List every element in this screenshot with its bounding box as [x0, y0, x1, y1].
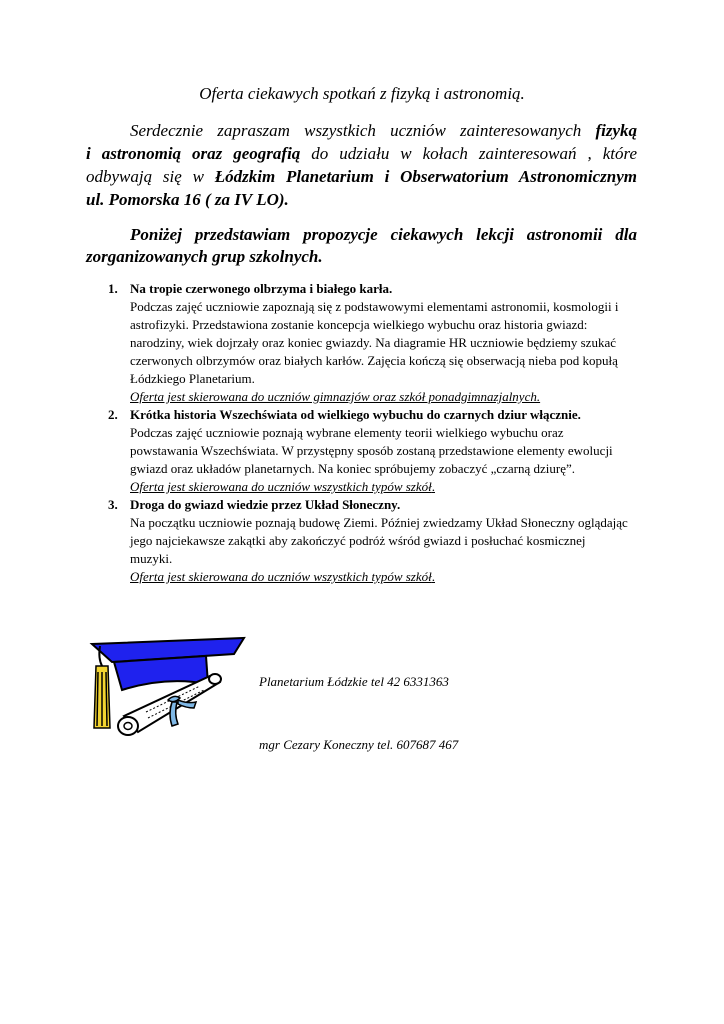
proposal-line-2: zorganizowanych grup szkolnych. [86, 247, 323, 266]
contact-planetarium: Planetarium Łódzkie tel 42 6331363 [259, 674, 449, 689]
item-number: 2. [108, 407, 118, 422]
intro-text: odbywają się w [86, 167, 204, 186]
item-offer: Oferta jest skierowana do uczniów wszystkich typów szkół [130, 569, 432, 584]
item-title: Na tropie czerwonego olbrzyma i białego karła. [130, 281, 393, 296]
item-offer: Oferta jest skierowana do uczniów gimnazjów oraz szkół ponadgimnazjalnych. [130, 389, 541, 404]
proposal-line-1: Poniżej przedstawiam propozycje ciekawych lekcji astronomii dla [130, 225, 637, 244]
intro-line-3 [86, 166, 637, 188]
item-description: Na początku uczniowie poznają budowę Ziemi. Później zwiedzamy Układ Słoneczny oglądając jego najciekawsze zakątki aby zakończyć podróż wśród gwiazd i posłuchać kosmicznej muzyki. [130, 515, 628, 566]
item-number: 1. [108, 281, 118, 296]
item-offer-suffix: . [431, 569, 435, 584]
graduation-cap-diploma-icon [88, 632, 248, 749]
lesson-list [108, 280, 628, 586]
item-title: Krótka historia Wszechświata od wielkiego wybuchu do czarnych dziur włącznie. [130, 407, 581, 422]
item-description: Podczas zajęć uczniowie poznają wybrane elementy teorii wielkiego wybuchu oraz powstawania Wszechświata. W przystępny sposób zostaną przedstawione elementy ewolucji gwiazd oraz układów planetarnych. Na koniec spróbujemy zobaczyć „czarną dziurę”. [130, 425, 613, 476]
intro-text: Serdecznie zapraszam wszystkich uczniów zainteresowanych [130, 121, 582, 140]
item-description: Podczas zajęć uczniowie zapoznają się z podstawowymi elementami astronomii, kosmologii i astrofizyki. Przedstawiona zostanie koncepcja wielkiego wybuchu oraz historia gwiazd: narodziny, wiek dojrzały oraz koniec gwiazdy. Na diagramie HR uczniowie będziemy szukać czerwonych olbrzymów oraz białych karłów. Zajęcia kończą się obserwacją nieba pod kopułą Łódzkiego Planetarium. [130, 299, 619, 386]
list-item [108, 406, 628, 496]
contact-person: mgr Cezary Koneczny tel. 607687 467 [259, 737, 459, 752]
list-item [108, 280, 628, 406]
item-offer: Oferta jest skierowana do uczniów wszystkich typów szkół [130, 479, 432, 494]
item-offer-line [130, 568, 628, 586]
intro-line-1 [86, 120, 637, 142]
item-title: Droga do gwiazd wiedzie przez Układ Słoneczny. [130, 497, 401, 512]
list-item [108, 496, 628, 586]
intro-bold: Łódzkim Planetarium i Obserwatorium Astronomicznym [214, 167, 637, 186]
item-offer-suffix: . [431, 479, 435, 494]
item-offer-line [130, 478, 628, 496]
intro-line-2 [86, 143, 637, 165]
intro-bold: i astronomią oraz geografią [86, 144, 301, 163]
intro-text: do udziału w kołach zainteresowań , które [311, 144, 638, 163]
document-title: Oferta ciekawych spotkań z fizyką i astronomią. [199, 84, 525, 103]
item-number: 3. [108, 497, 118, 512]
intro-bold: fizyką [595, 121, 638, 140]
intro-line-4: ul. Pomorska 16 ( za IV LO). [86, 190, 289, 209]
